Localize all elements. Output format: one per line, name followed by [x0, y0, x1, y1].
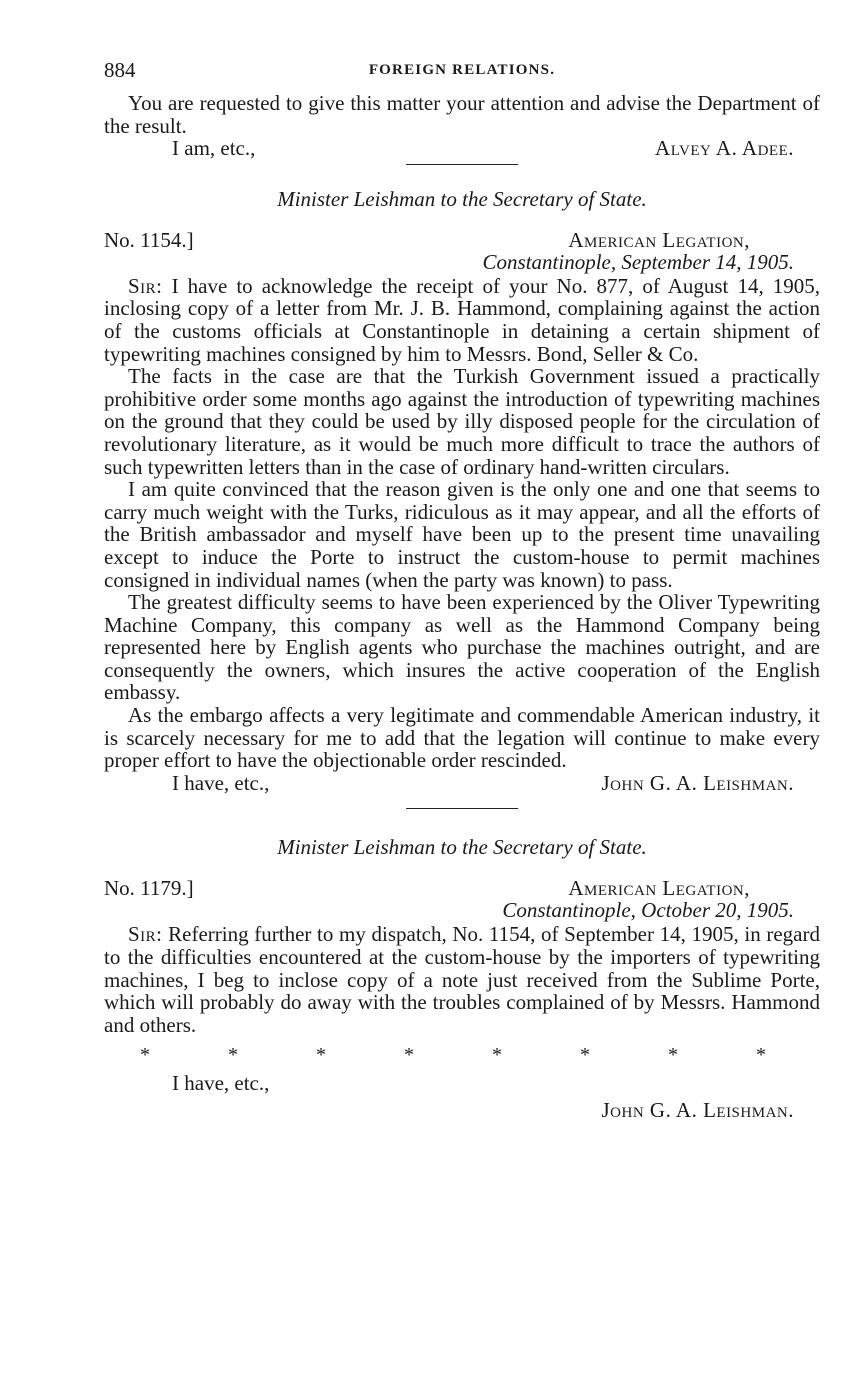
- page-number: 884: [104, 58, 136, 82]
- letter2-closing: I have, etc.,: [172, 1071, 270, 1096]
- section-divider: [406, 164, 518, 165]
- letter1-title: Minister Leishman to the Secretary of State.: [277, 186, 647, 211]
- star: *: [492, 1044, 502, 1067]
- star: *: [404, 1044, 414, 1067]
- star: *: [668, 1044, 678, 1067]
- section-divider: [406, 808, 518, 809]
- top-signer: Alvey A. Adee.: [655, 136, 794, 161]
- letter1-paragraph: The facts in the case are that the Turkish Government issued a practically prohibitive order some months ago against the introduction of typewriting machines on the ground that they could be used by illy disposed people for the circulation of revolutionary literature, as it would be much more difficult to trace the authors of such typewritten letters than in the case of ordinary hand-written circulars.: [104, 364, 820, 479]
- star: *: [580, 1044, 590, 1067]
- letter1-date: Constantinople, September 14, 1905.: [482, 249, 794, 274]
- document-page: [104, 50, 820, 1122]
- letter1-number: No. 1154.]: [104, 227, 194, 252]
- letter2-salutation: Sir:: [128, 922, 163, 947]
- top-closing-line: [104, 137, 820, 160]
- letter2-paragraph: Sir: Referring further to my dispatch, No. 1154, of September 14, 1905, in regard to the difficulties encountered at the custom-house by the importers of typewriting machines, I beg to inclose copy of a note just received from the Sublime Porte, which will probably do away with the troubles complained of by Messrs. Hammond and others.: [104, 922, 820, 1037]
- omission-stars: [104, 1044, 820, 1066]
- letter2-body: [104, 923, 820, 1036]
- star: *: [756, 1044, 766, 1067]
- letter2-dateline: [104, 877, 820, 923]
- letter2-title: Minister Leishman to the Secretary of State.: [277, 835, 647, 860]
- letter1-dateline: [104, 229, 820, 275]
- letter1-paragraph: Sir: I have to acknowledge the receipt of your No. 877, of August 14, 1905, inclosing copy of a letter from Mr. J. B. Hammond, complaining against the action of the customs officials at Constantinople in detaining a certain shipment of typewriting machines consigned by him to Messrs. Bond, Seller & Co.: [104, 273, 820, 366]
- star: *: [228, 1044, 238, 1067]
- letter1-paragraph: I am quite convinced that the reason given is the only one and one that seems to carry much weight with the Turks, ridiculous as it may appear, and all the efforts of the British ambassador and myself have been up to the present time unavailing except to induce the Porte to instruct the custom-house to permit machines consigned in individual names (when the party was known) to pass.: [104, 477, 820, 592]
- letter1-paragraph: The greatest difficulty seems to have been experienced by the Oliver Typewriting Machine Company, this company as well as the Hammond Company being represented here by English agents who purchase the machines outright, and are consequently the owners, which insures the active cooperation of the English embassy.: [104, 590, 820, 705]
- letter1-legation: American Legation,: [568, 227, 750, 252]
- running-title: FOREIGN RELATIONS.: [368, 62, 556, 78]
- letter1-body: [104, 275, 820, 772]
- letter1-salutation: Sir:: [128, 273, 163, 298]
- letter2-number: No. 1179.]: [104, 876, 194, 901]
- star: *: [140, 1044, 150, 1067]
- letter1-paragraph: As the embargo affects a very legitimate and commendable American industry, it is scarcely necessary for me to add that the legation will continue to make every proper effort to have the objectionable order rescinded.: [104, 703, 820, 773]
- letter1-closing-line: [104, 772, 820, 795]
- top-closing: I am, etc.,: [172, 136, 256, 161]
- letter1-signer: John G. A. Leishman.: [601, 770, 794, 795]
- letter2-legation: American Legation,: [568, 876, 750, 901]
- letter1-closing: I have, etc.,: [172, 770, 270, 795]
- star: *: [316, 1044, 326, 1067]
- page-header: [104, 50, 820, 90]
- letter2-date: Constantinople, October 20, 1905.: [502, 898, 794, 923]
- letter2-signer: John G. A. Leishman.: [601, 1098, 794, 1122]
- top-paragraph: You are requested to give this matter your attention and advise the Department of the result.: [104, 91, 820, 138]
